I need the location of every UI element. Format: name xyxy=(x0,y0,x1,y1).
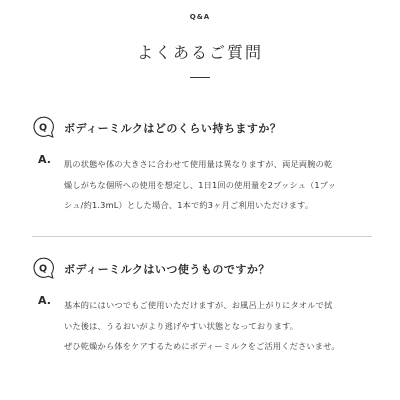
answer-text xyxy=(64,295,372,357)
question-row xyxy=(32,257,372,281)
answer-text xyxy=(64,154,372,216)
answer-row xyxy=(32,295,372,357)
answer-line: いた後は、うるおいがより逃げやすい状態となっております。 xyxy=(64,320,299,331)
q-speech-bubble-icon xyxy=(32,257,54,279)
answer-row xyxy=(32,154,372,216)
page-title: よくあるご質問 xyxy=(136,43,263,62)
answer-line: 燥しがちな個所への使用を想定し、1日1回の使用量を2プッシュ（1プッ xyxy=(64,179,336,190)
a-mark: A. xyxy=(38,294,51,307)
a-mark: A. xyxy=(38,153,51,166)
faq-item-1 xyxy=(32,116,372,216)
q-mark: Q xyxy=(38,122,48,134)
faq-item-2 xyxy=(32,257,372,357)
q-speech-bubble-icon xyxy=(32,116,54,138)
qa-eyebrow: Q&A xyxy=(189,13,211,21)
answer-line: 肌の状態や体の大きさに合わせて使用量は異なりますが、両足両腕の乾 xyxy=(64,159,333,169)
answer-line: 基本的にはいつでもご使用いただけますが、お風呂上がりにタオルで拭 xyxy=(64,300,333,310)
title-underline xyxy=(190,77,210,78)
answer-line: シュ/約1.3mL）とした場合、1本で約3ヶ月ご利用いただけます。 xyxy=(64,200,314,210)
section-divider xyxy=(32,236,372,237)
q-mark: Q xyxy=(38,263,48,275)
question-text: ボディーミルクはいつ使うものですか？ xyxy=(64,263,270,276)
answer-line: ぜひ乾燥から体をケアするためにボディーミルクをご活用くださいませ。 xyxy=(64,341,340,351)
question-text: ボディーミルクはどのくらい持ちますか？ xyxy=(64,122,282,135)
question-row xyxy=(32,116,372,140)
